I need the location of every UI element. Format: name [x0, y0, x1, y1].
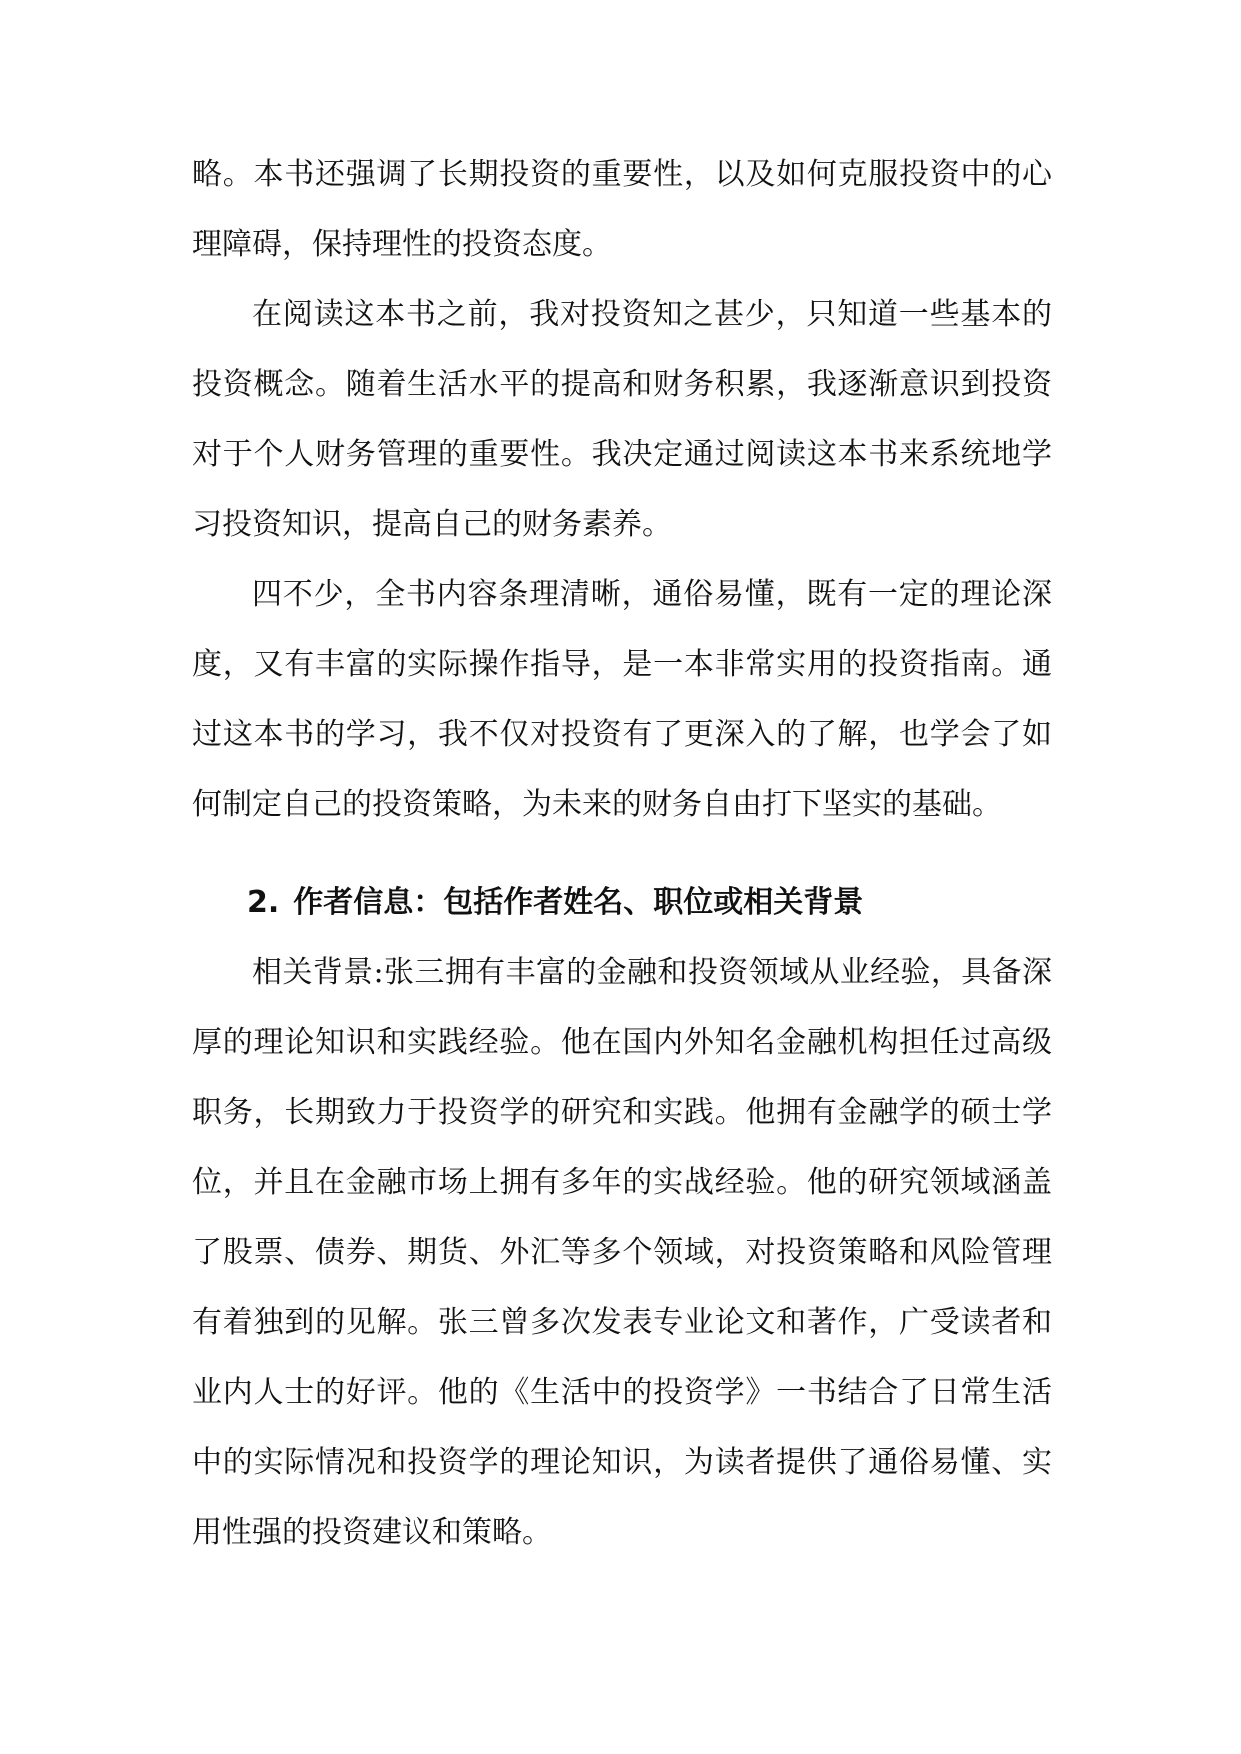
section-number: 2.	[247, 885, 280, 920]
paragraph-book-summary: 四不少，全书内容条理清晰，通俗易懂，既有一定的理论深度，又有丰富的实际操作指导，是一本非常实用的投资指南。通过这本书的学习，我不仅对投资有了更深入的了解，也学会了如何制定自己的投资策略，为未来的财务自由打下坚实的基础。	[192, 577, 1052, 822]
section-heading-author-info	[192, 868, 1052, 938]
paragraph-author-background: 相关背景:张三拥有丰富的金融和投资领域从业经验，具备深厚的理论知识和实践经验。他在国内外知名金融机构担任过高级职务，长期致力于投资学的研究和实践。他拥有金融学的硕士学位，并且在金融市场上拥有多年的实战经验。他的研究领域涵盖了股票、债券、期货、外汇等多个领域，对投资策略和风险管理有着独到的见解。张三曾多次发表专业论文和著作，广受读者和业内人士的好评。他的《生活中的投资学》一书结合了日常生活中的实际情况和投资学的理论知识，为读者提供了通俗易懂、实用性强的投资建议和策略。	[192, 955, 1052, 1550]
section-title: 作者信息：包括作者姓名、职位或相关背景	[293, 885, 864, 920]
paragraph-reading-motivation: 在阅读这本书之前，我对投资知之甚少，只知道一些基本的投资概念。随着生活水平的提高和财务积累，我逐渐意识到投资对于个人财务管理的重要性。我决定通过阅读这本书来系统地学习投资知识，提高自己的财务素养。	[192, 297, 1052, 542]
paragraph-continuation: 略。本书还强调了长期投资的重要性，以及如何克服投资中的心理障碍，保持理性的投资态度。	[192, 157, 1052, 262]
document-body	[192, 140, 1052, 1568]
